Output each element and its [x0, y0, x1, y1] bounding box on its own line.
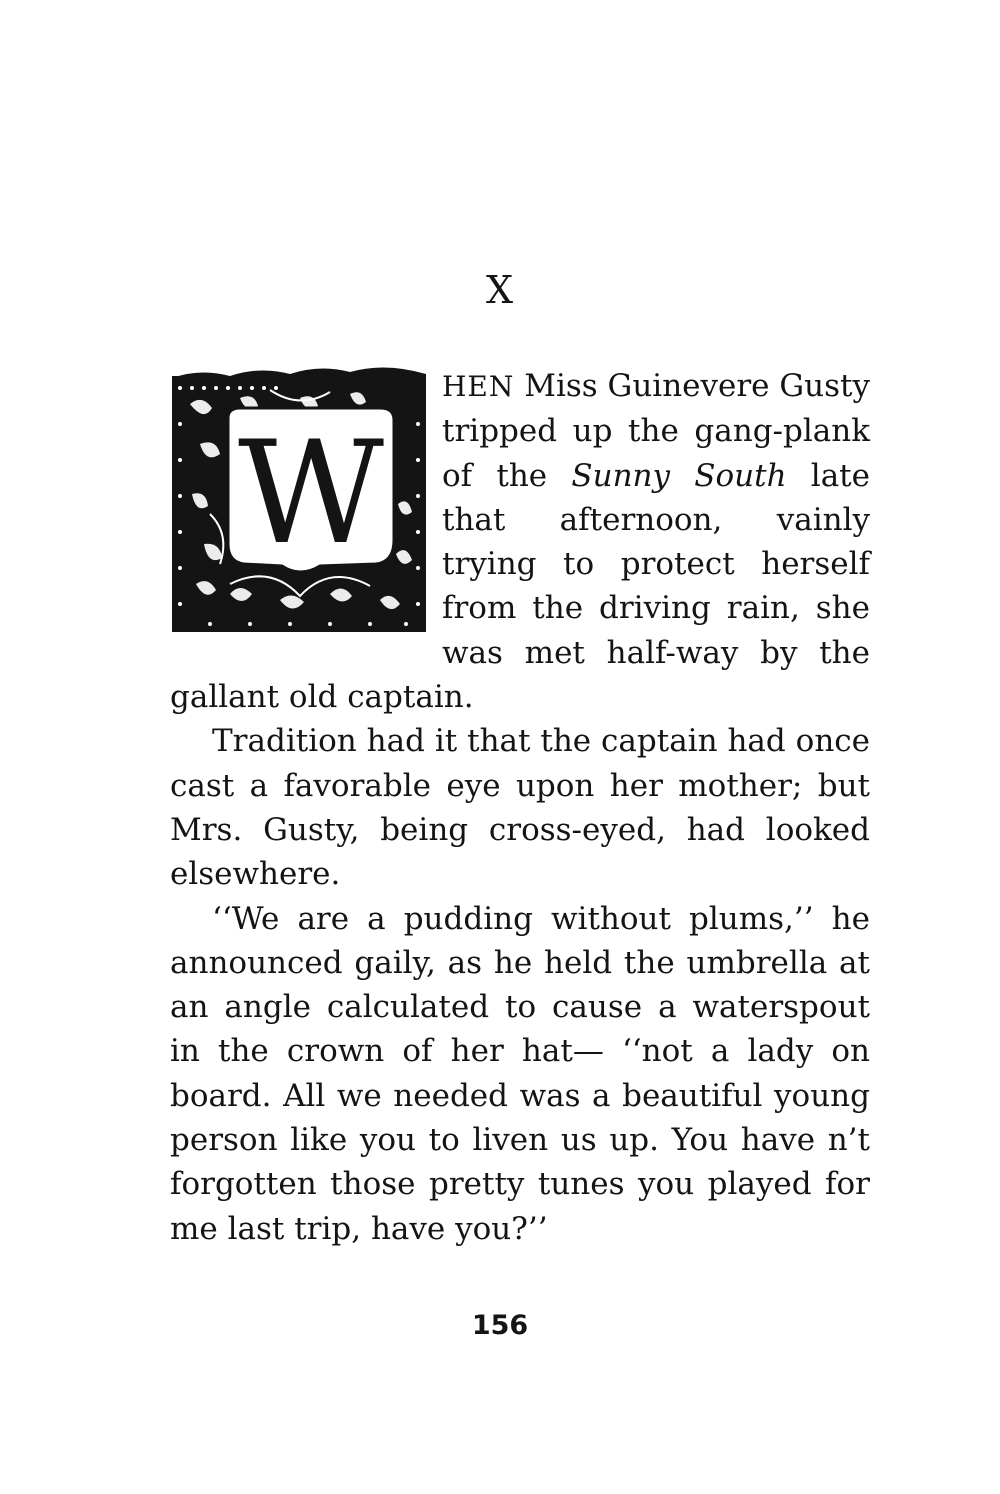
chapter-text — [170, 364, 870, 1251]
ship-name: Sunny South — [571, 457, 787, 494]
drop-cap-initial — [170, 364, 428, 634]
page-number: 156 — [471, 1310, 529, 1341]
paragraph-dialogue: ‘‘We are a pudding without plums,’’ he announced gaily, as he held the umbrella at an angle calculated to cause a waterspout in the crown of her hat— ‘‘not a lady on board. All we needed was a beautiful young person like you to liven us up. You have n’t forgotten those pretty tunes you played for me last trip, have you?’’ — [170, 900, 870, 1247]
paragraph-tradition: Tradition had it that the captain had once cast a favorable eye upon her mother; but Mrs. Gusty, being cross-eyed, had looked elsewhere. — [170, 723, 870, 893]
paragraph-opening-text-b: late that afternoon, vainly trying to protect herself from the driving rain, she was met half-way by the gallant old captain. — [170, 457, 870, 716]
ornamental-initial-w-icon — [170, 364, 428, 634]
paragraph-opening-text-a: Miss Guinevere Gusty tripped up the gang-plank of the — [442, 368, 870, 494]
chapter-number: X — [485, 268, 515, 312]
svg-text:W: W — [238, 411, 384, 576]
opening-small-caps: HEN — [442, 370, 515, 403]
